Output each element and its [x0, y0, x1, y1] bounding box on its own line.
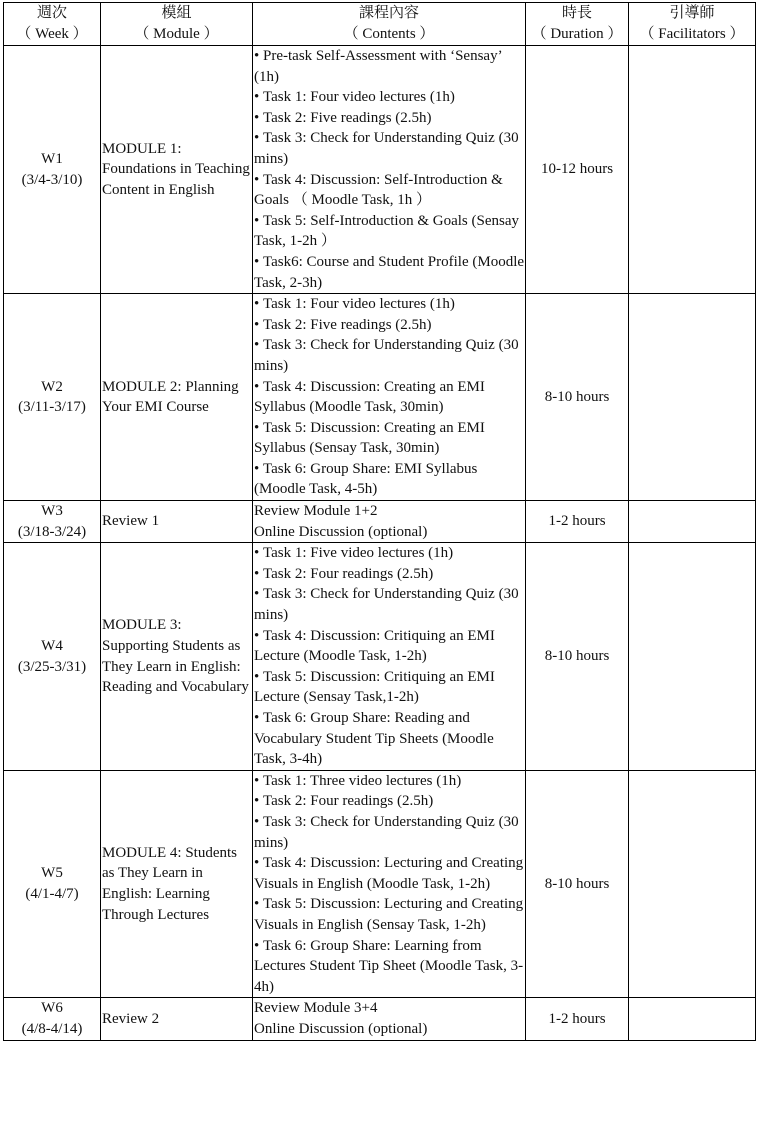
duration-cell: 8-10 hours — [526, 294, 629, 501]
week-label: W2 — [41, 378, 63, 395]
task-item: • Task 4: Discussion: Critiquing an EMI Lecture (Moodle Task, 1-2h) — [254, 626, 524, 667]
task-item: • Task 5: Self-Introduction & Goals (Sensay Task, 1-2h ） — [254, 211, 524, 252]
duration-cell: 10-12 hours — [526, 46, 629, 294]
week-dates: (4/8-4/14) — [21, 1020, 83, 1037]
task-item: • Task 6: Group Share: Learning from Lectures Student Tip Sheet (Moodle Task, 3-4h) — [254, 936, 524, 998]
header-row — [4, 3, 756, 46]
review-line: Review Module 1+2 — [254, 503, 378, 520]
week-cell — [4, 998, 101, 1040]
week-dates: (3/25-3/31) — [17, 658, 87, 675]
table-row-w3 — [4, 501, 756, 543]
facilitator-cell — [629, 998, 756, 1040]
header-module — [101, 3, 253, 46]
week-dates: (3/11-3/17) — [18, 399, 86, 416]
task-item: • Task 4: Discussion: Self-Introduction & Goals （ Moodle Task, 1h ） — [254, 170, 524, 211]
header-module-en: （ Module ） — [134, 26, 219, 42]
module-cell: MODULE 1: Foundations in Teaching Content in English — [101, 46, 253, 294]
module-cell: Review 1 — [101, 501, 253, 543]
task-item: • Task 6: Group Share: Reading and Vocabulary Student Tip Sheets (Moodle Task, 3-4h) — [254, 708, 524, 770]
contents-cell — [253, 543, 526, 771]
task-item: • Task 3: Check for Understanding Quiz (30 mins) — [254, 128, 524, 169]
task-item: • Task 3: Check for Understanding Quiz (30 mins) — [254, 584, 524, 625]
week-label: W4 — [41, 637, 63, 654]
table-row-w5 — [4, 770, 756, 998]
header-duration-zh: 時長 — [561, 5, 592, 21]
week-cell — [4, 294, 101, 501]
task-item: • Task 1: Four video lectures (1h) — [254, 294, 524, 315]
task-item: • Task 4: Discussion: Lecturing and Creating Visuals in English (Moodle Task, 1-2h) — [254, 853, 524, 894]
duration-cell: 8-10 hours — [526, 543, 629, 771]
week-dates: (3/4-3/10) — [21, 171, 83, 188]
task-item: • Task6: Course and Student Profile (Moodle Task, 2-3h) — [254, 252, 524, 293]
task-item: • Task 6: Group Share: EMI Syllabus (Moodle Task, 4-5h) — [254, 459, 524, 500]
review-line: Online Discussion (optional) — [254, 1020, 428, 1037]
header-contents-zh: 課程內容 — [358, 5, 419, 21]
facilitator-cell — [629, 501, 756, 543]
table-row-w4 — [4, 543, 756, 771]
review-line: Online Discussion (optional) — [254, 523, 428, 540]
task-item: • Task 4: Discussion: Creating an EMI Syllabus (Moodle Task, 30min) — [254, 377, 524, 418]
module-cell: MODULE 4: Students as They Learn in English: Learning Through Lectures — [101, 770, 253, 998]
duration-cell: 1-2 hours — [526, 501, 629, 543]
module-cell: Review 2 — [101, 998, 253, 1040]
header-duration — [526, 3, 629, 46]
week-cell — [4, 543, 101, 771]
task-item: • Task 3: Check for Understanding Quiz (30 mins) — [254, 335, 524, 376]
task-item: • Task 1: Four video lectures (1h) — [254, 87, 524, 108]
task-item: • Task 2: Five readings (2.5h) — [254, 315, 524, 336]
header-week-zh: 週次 — [36, 5, 67, 21]
task-item: • Task 2: Four readings (2.5h) — [254, 791, 524, 812]
course-schedule-table — [3, 2, 756, 1041]
review-line: Review Module 3+4 — [254, 1000, 378, 1017]
task-item: • Task 2: Four readings (2.5h) — [254, 564, 524, 585]
header-duration-en: （ Duration ） — [531, 26, 623, 42]
header-facilitators-en: （ Facilitators ） — [639, 26, 745, 42]
table-row-w1 — [4, 46, 756, 294]
header-facilitators — [629, 3, 756, 46]
table-row-w2 — [4, 294, 756, 501]
task-item: • Task 2: Five readings (2.5h) — [254, 108, 524, 129]
facilitator-cell — [629, 294, 756, 501]
week-label: W1 — [41, 150, 63, 167]
duration-cell: 1-2 hours — [526, 998, 629, 1040]
week-cell — [4, 501, 101, 543]
task-item: • Task 5: Discussion: Critiquing an EMI Lecture (Sensay Task,1-2h) — [254, 667, 524, 708]
contents-cell — [253, 998, 526, 1040]
task-item: • Task 1: Five video lectures (1h) — [254, 543, 524, 564]
duration-cell: 8-10 hours — [526, 770, 629, 998]
week-label: W6 — [41, 1000, 63, 1017]
contents-cell — [253, 501, 526, 543]
facilitator-cell — [629, 543, 756, 771]
module-cell: MODULE 2: Planning Your EMI Course — [101, 294, 253, 501]
task-item: • Task 5: Discussion: Creating an EMI Syllabus (Sensay Task, 30min) — [254, 418, 524, 459]
task-item: • Pre-task Self-Assessment with ‘Sensay’ (1h) — [254, 46, 524, 87]
week-label: W5 — [41, 865, 63, 882]
header-contents — [253, 3, 526, 46]
contents-cell — [253, 46, 526, 294]
task-item: • Task 3: Check for Understanding Quiz (30 mins) — [254, 812, 524, 853]
week-cell — [4, 770, 101, 998]
task-item: • Task 1: Three video lectures (1h) — [254, 771, 524, 792]
facilitator-cell — [629, 770, 756, 998]
module-cell: MODULE 3: Supporting Students as They Learn in English: Reading and Vocabulary — [101, 543, 253, 771]
header-week-en: （ Week ） — [16, 26, 88, 42]
header-week — [4, 3, 101, 46]
contents-cell — [253, 770, 526, 998]
header-module-zh: 模組 — [161, 5, 192, 21]
contents-cell — [253, 294, 526, 501]
facilitator-cell — [629, 46, 756, 294]
week-label: W3 — [41, 503, 63, 520]
header-contents-en: （ Contents ） — [343, 26, 435, 42]
task-item: • Task 5: Discussion: Lecturing and Creating Visuals in English (Sensay Task, 1-2h) — [254, 894, 524, 935]
week-dates: (3/18-3/24) — [17, 523, 87, 540]
header-facilitators-zh: 引導師 — [669, 5, 715, 21]
table-row-w6 — [4, 998, 756, 1040]
week-dates: (4/1-4/7) — [25, 886, 79, 903]
week-cell — [4, 46, 101, 294]
